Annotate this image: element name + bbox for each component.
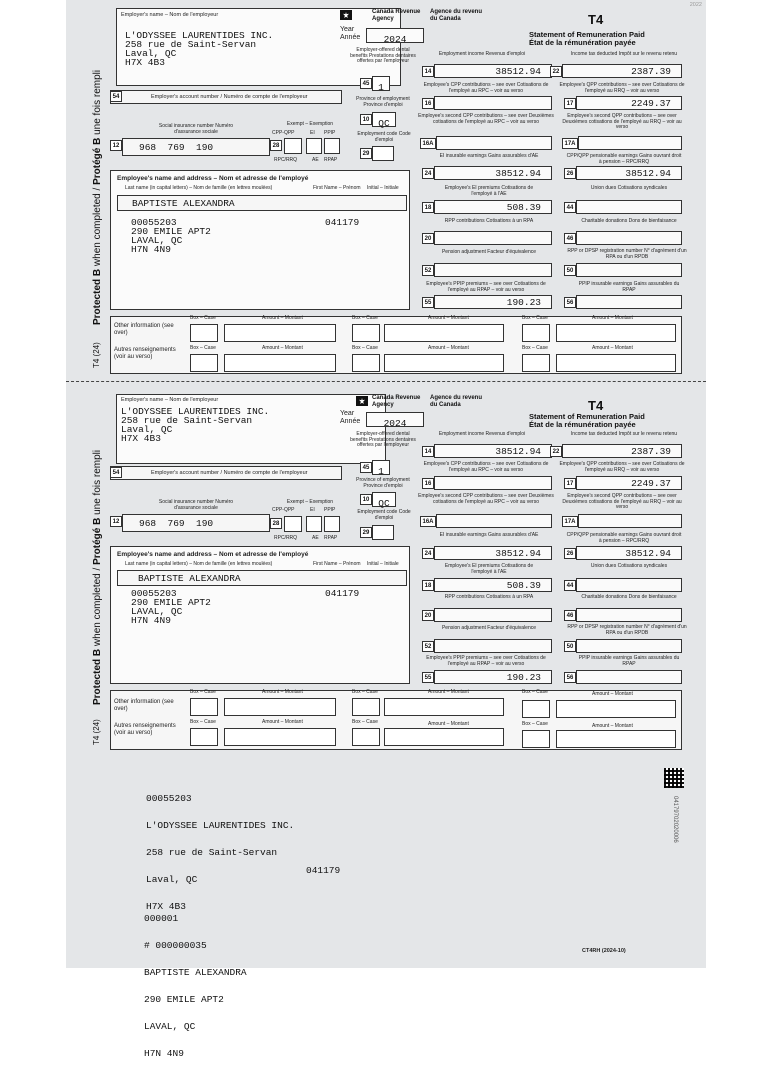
other-box-5: [352, 354, 380, 372]
other-box-2: [352, 324, 380, 342]
box-54-number-2: 54: [110, 467, 122, 478]
box-55-value: 190.23: [434, 295, 552, 309]
exempt-ppip-field: [324, 138, 340, 154]
other-box-1: [190, 324, 218, 342]
box-50-label: RPP or DPSP registration number N° d'agrément d'un RPA ou d'un RPDB: [567, 248, 687, 260]
box-17a-number: 17A: [562, 138, 578, 149]
box-55-label: Employee's PPIP premiums – see over Cotisations de l'employé au RPAP – voir au verso: [426, 281, 546, 293]
box-50-number-2: 50: [564, 641, 576, 652]
box-16-label: Employee's CPP contributions – see over Cotisations de l'employé au RPC – voir au verso: [423, 82, 549, 94]
box-14-number-2: 14: [422, 446, 434, 457]
box-18-value-2: 508.39: [434, 578, 552, 592]
other2-amount-field-2: [384, 698, 504, 716]
box-52-value: [434, 263, 552, 277]
other-amount-field-1: [224, 324, 336, 342]
box-50-value: [576, 263, 682, 277]
box-16-label-2: Employee's CPP contributions – see over Cotisations de l'employé au RPC – voir au verso: [423, 461, 549, 473]
box-55-label-2: Employee's PPIP premiums – see over Cotisations de l'employé au RPAP – voir au verso: [426, 655, 546, 667]
protected-b-side-text-2: Protected B when completed / Protégé B une fois rempli: [92, 449, 103, 705]
box-20-number-2: 20: [422, 610, 434, 621]
box-24-number: 24: [422, 168, 434, 179]
t4-title-2: T4: [588, 398, 604, 413]
box-16-value-2: [434, 476, 552, 490]
t4-24-side-label: T4 (24): [92, 342, 101, 368]
box-12-number: 12: [110, 140, 122, 151]
box-28-number-2: 28: [270, 518, 282, 529]
cra-fr-label: Agence du revenu du Canada: [430, 9, 483, 22]
cra-en-label-2: Canada Revenue Agency: [372, 395, 421, 408]
other2-amount-field-3: [556, 700, 676, 718]
other2-amount-2: Amount – Montant: [428, 689, 469, 695]
canada-flag-icon-2: [356, 396, 368, 406]
other-amount-6: Amount – Montant: [592, 345, 633, 351]
box-55-number-2: 55: [422, 672, 434, 683]
box-18-label-2: Employee's EI premiums Cotisations de l'employé à l'AE: [444, 563, 534, 575]
box-14-value-2: 38512.94: [434, 444, 552, 458]
last-name-label-2: Last name (in capital letters) – Nom de famille (en lettres moulées): [125, 561, 273, 567]
exempt-cpp-field-2: [284, 516, 302, 532]
box-56-number: 56: [564, 297, 576, 308]
box-10-field: QC: [372, 112, 396, 127]
box-17-number-2: 17: [564, 478, 576, 489]
dental-label-2: Employer-offered dental benefits Prestations dentaires offertes par l'employeur: [350, 431, 416, 448]
other2-box-case-2: Box – Case: [352, 689, 378, 695]
box-26-label-2: CPP/QPP pensionable earnings Gains ouvrant droit à pension – RPC/RRQ: [566, 532, 682, 544]
other2-box-case-4: Box – Case: [190, 719, 216, 725]
box-22-number: 22: [550, 66, 562, 77]
year-label: Year Année: [340, 26, 361, 41]
mailer-employee-address: 000001 # 000000035 BAPTISTE ALEXANDRA 290 EMILE APT2 LAVAL, QC H7N 4N9: [144, 913, 247, 1059]
other-box-6: [522, 354, 550, 372]
other-box-case-5: Box – Case: [352, 345, 378, 351]
box-22-value-2: 2387.39: [562, 444, 682, 458]
box-52-number-2: 52: [422, 641, 434, 652]
other-amount-2: Amount – Montant: [428, 315, 469, 321]
sin-label: Social insurance number Numéro d'assurance sociale: [158, 123, 234, 135]
mailer-employee-ref: 041179: [306, 865, 341, 876]
employer-address: L'ODYSSEE LAURENTIDES INC. 258 rue de Saint-Servan Laval, QC H7X 4B3: [125, 30, 274, 68]
box-56-value: [576, 295, 682, 309]
province-label: Province of employment Province d'emploi: [356, 96, 410, 108]
other-box-case-2: Box – Case: [352, 315, 378, 321]
other-box-case-1: Box – Case: [190, 315, 216, 321]
ei-label-2: EI: [310, 507, 315, 513]
exempt-ei-field: [306, 138, 322, 154]
first-name-label: First Name – Prénom: [313, 185, 361, 191]
other-info-en-label-2: Other information (see over): [114, 699, 174, 712]
box-14-label-2: Employment income Revenus d'emploi: [438, 431, 526, 437]
box-20-value-2: [434, 608, 552, 622]
rpap-label-2: RPAP: [324, 535, 338, 541]
ae-label-2: AE: [312, 535, 319, 541]
cpp-qpp-label: CPP-QPP: [272, 130, 295, 136]
box-56-value-2: [576, 670, 682, 684]
box-56-number-2: 56: [564, 672, 576, 683]
box-16a-label: Employee's second CPP contributions – see over Deuxièmes cotisations de l'employé au RPC – voir au verso: [418, 113, 554, 125]
box-45-field-2: 1: [372, 460, 390, 475]
other-amount-4: Amount – Montant: [262, 345, 303, 351]
box-45-number-2: 45: [360, 462, 372, 473]
province-label-2: Province of employment Province d'emploi: [356, 477, 410, 489]
sin-label-2: Social insurance number Numéro d'assurance sociale: [158, 499, 234, 511]
other-amount-field-6: [556, 354, 676, 372]
box-44-number-2: 44: [564, 580, 576, 591]
t4-form-sheet: [66, 0, 706, 1059]
box-46-value: [576, 231, 682, 245]
box-18-value: 508.39: [434, 200, 552, 214]
box-46-label-2: Charitable donations Dons de bienfaisance: [581, 594, 677, 600]
ei-label: EI: [310, 130, 315, 136]
box-22-label: Income tax deducted Impôt sur le revenu retenu: [570, 51, 678, 57]
box-20-label-2: RPP contributions Cotisations à un RPA: [444, 594, 534, 600]
other2-box-case-3: Box – Case: [522, 689, 548, 695]
exempt-ppip-field-2: [324, 516, 340, 532]
sin-field-2: 968 769 190: [122, 514, 270, 532]
box-52-value-2: [434, 639, 552, 653]
statement-fr: État de la rémunération payée: [529, 38, 636, 47]
box-44-label: Union dues Cotisations syndicales: [590, 185, 668, 191]
box-16a-label-2: Employee's second CPP contributions – see over Deuxièmes cotisations de l'employé au RPC – voir au verso: [418, 493, 554, 505]
other-amount-1: Amount – Montant: [262, 315, 303, 321]
other-amount-3: Amount – Montant: [592, 315, 633, 321]
box-56-label-2: PPIP insurable earnings Gains assurables du RPAP: [578, 655, 680, 667]
box-22-label-2: Income tax deducted Impôt sur le revenu retenu: [570, 431, 678, 437]
box-50-value-2: [576, 639, 682, 653]
other2-box-case-5: Box – Case: [352, 719, 378, 725]
box-22-number-2: 22: [550, 446, 562, 457]
tear-line: [66, 381, 706, 382]
other-amount-field-3: [556, 324, 676, 342]
first-name-label-2: First Name – Prénom: [313, 561, 361, 567]
box-44-value: [576, 200, 682, 214]
cpp-qpp-label-2: CPP-QPP: [272, 507, 295, 513]
cra-fr-label-2: Agence du revenu du Canada: [430, 395, 483, 408]
other2-amount-5: Amount – Montant: [428, 721, 469, 727]
other-amount-field-2: [384, 324, 504, 342]
canada-flag-icon: [340, 10, 352, 20]
box-54-row: [110, 90, 342, 104]
protected-b-side-text: Protected B when completed / Protégé B une fois rempli: [92, 69, 103, 325]
corner-code: 2022: [689, 2, 702, 8]
box-20-label: RPP contributions Cotisations à un RPA: [444, 218, 534, 224]
exempt-label-2: Exempt – Exemption: [286, 499, 334, 505]
employer-address-2: L'ODYSSEE LAURENTIDES INC. 258 rue de Saint-Servan Laval, QC H7X 4B3: [121, 406, 270, 444]
box-18-number-2: 18: [422, 580, 434, 591]
employee-ref-2: 041179: [325, 588, 360, 599]
year-label-2: Year Année: [340, 410, 361, 425]
box-14-label: Employment income Revenus d'emploi: [438, 51, 526, 57]
box-26-number-2: 26: [564, 548, 576, 559]
box-10-number: 10: [360, 114, 372, 125]
box-12-number-2: 12: [110, 516, 122, 527]
other2-box-case-6: Box – Case: [522, 721, 548, 727]
other2-box-5: [352, 728, 380, 746]
t4-title: T4: [588, 12, 604, 27]
box-18-number: 18: [422, 202, 434, 213]
other2-box-6: [522, 730, 550, 748]
employee-box-2: [110, 546, 410, 684]
box-46-number-2: 46: [564, 610, 576, 621]
box-46-label: Charitable donations Dons de bienfaisance: [581, 218, 677, 224]
exempt-cpp-field: [284, 138, 302, 154]
box-46-value-2: [576, 608, 682, 622]
employee-address: 00055203 290 EMILE APT2 LAVAL, QC H7N 4N9: [131, 217, 211, 255]
box-17a-number-2: 17A: [562, 516, 578, 527]
box-44-value-2: [576, 578, 682, 592]
employer-name-label-2: Employer's name – Nom de l'employeur: [121, 397, 219, 403]
box-44-label-2: Union dues Cotisations syndicales: [590, 563, 668, 569]
box-26-number: 26: [564, 168, 576, 179]
box-20-number: 20: [422, 233, 434, 244]
box-10-field-2: QC: [372, 492, 396, 507]
qr-code-icon: [664, 768, 684, 788]
ae-label: AE: [312, 157, 319, 163]
ppip-label: PPIP: [324, 130, 336, 136]
box-54-number: 54: [110, 91, 122, 102]
other-box-4: [190, 354, 218, 372]
other-amount-field-5: [384, 354, 504, 372]
box-50-label-2: RPP or DPSP registration number N° d'agrément d'un RPA ou d'un RPDB: [567, 624, 687, 636]
box-26-label: CPP/QPP pensionable earnings Gains ouvrant droit à pension – RPC/RRQ: [566, 153, 682, 165]
other-info-fr-label-2: Autres renseignements (voir au verso): [114, 723, 176, 736]
other2-amount-6: Amount – Montant: [592, 723, 633, 729]
year-field: 2024: [366, 28, 424, 43]
statement-en: Statement of Remuneration Paid: [529, 30, 645, 39]
box-22-value: 2387.39: [562, 64, 682, 78]
other2-amount-field-1: [224, 698, 336, 716]
employee-name-label-2: Employee's name and address – Nom et adresse de l'employé: [117, 551, 309, 558]
employee-ref: 041179: [325, 217, 360, 228]
employee-box: [110, 170, 410, 310]
box-54-row-2: [110, 466, 342, 480]
account-number-label: Employer's account number / Numéro de compte de l'employeur: [151, 94, 308, 100]
box-26-value: 38512.94: [576, 166, 682, 180]
year-field-2: 2024: [366, 412, 424, 427]
employee-address-2: 00055203 290 EMILE APT2 LAVAL, QC H7N 4N9: [131, 588, 211, 626]
other-box-case-3: Box – Case: [522, 315, 548, 321]
box-16-number-2: 16: [422, 478, 434, 489]
box-24-label: EI insurable earnings Gains assurables d'AE: [439, 153, 539, 159]
box-17-label: Employee's QPP contributions – see over Cotisations de l'employé au RRQ – voir au verso: [559, 82, 685, 94]
box-24-label-2: EI insurable earnings Gains assurables d'AE: [439, 532, 539, 538]
box-56-label: PPIP insurable earnings Gains assurables du RPAP: [578, 281, 680, 293]
box-45-number: 45: [360, 78, 372, 89]
other-info-fr-label: Autres renseignements (voir au verso): [114, 347, 176, 360]
box-17a-value-2: [578, 514, 682, 528]
box-17-value: 2249.37: [576, 96, 682, 110]
box-52-label-2: Pension adjustment Facteur d'équivalence: [441, 625, 537, 631]
other-amount-5: Amount – Montant: [428, 345, 469, 351]
rpap-label: RPAP: [324, 157, 338, 163]
exempt-label: Exempt – Exemption: [286, 121, 334, 127]
box-44-number: 44: [564, 202, 576, 213]
box-28-number: 28: [270, 140, 282, 151]
box-16a-number-2: 16A: [420, 516, 436, 527]
form-code: CT4RH (2024-10): [582, 948, 626, 954]
t4-24-side-label-2: T4 (24): [92, 719, 101, 745]
other2-amount-field-4: [224, 728, 336, 746]
box-17a-label-2: Employee's second QPP contributions – see over Deuxièmes cotisations de l'employé au RRQ – voir au verso: [562, 493, 682, 510]
box-14-number: 14: [422, 66, 434, 77]
box-24-value: 38512.94: [434, 166, 552, 180]
exempt-ei-field-2: [306, 516, 322, 532]
last-name-label: Last name (in capital letters) – Nom de famille (en lettres moulées): [125, 185, 273, 191]
initial-label-2: Initial – Initiale: [367, 561, 399, 567]
other2-box-2: [352, 698, 380, 716]
rpc-rrq-label: RPC/RRQ: [274, 157, 298, 163]
other2-box-1: [190, 698, 218, 716]
statement-en-2: Statement of Remuneration Paid: [529, 412, 645, 421]
box-16a-value: [436, 136, 552, 150]
other2-box-3: [522, 700, 550, 718]
other-info-en-label: Other information (see over): [114, 323, 174, 336]
statement-fr-2: État de la rémunération payée: [529, 420, 636, 429]
box-50-number: 50: [564, 265, 576, 276]
initial-label: Initial – Initiale: [367, 185, 399, 191]
side-barcode-number: 04179702020006: [672, 796, 678, 843]
box-10-number-2: 10: [360, 494, 372, 505]
box-16-number: 16: [422, 98, 434, 109]
ppip-label-2: PPIP: [324, 507, 336, 513]
other2-amount-field-5: [384, 728, 504, 746]
other2-amount-field-6: [556, 730, 676, 748]
box-17-label-2: Employee's QPP contributions – see over Cotisations de l'employé au RRQ – voir au verso: [559, 461, 685, 473]
employment-code-label: Employment code Code d'emploi: [357, 131, 411, 143]
box-29-field-2: [372, 525, 394, 540]
box-29-number-2: 29: [360, 527, 372, 538]
box-46-number: 46: [564, 233, 576, 244]
box-20-value: [434, 231, 552, 245]
box-16a-value-2: [436, 514, 552, 528]
mailer-employer-address: 00055203 L'ODYSSEE LAURENTIDES INC. 258 rue de Saint-Servan Laval, QC H7X 4B3: [146, 793, 295, 912]
box-18-label: Employee's EI premiums Cotisations de l'employé à l'AE: [444, 185, 534, 197]
box-14-value: 38512.94: [434, 64, 552, 78]
box-17a-label: Employee's second QPP contributions – see over Deuxièmes cotisations de l'employé au RRQ – voir au verso: [562, 113, 682, 130]
other-box-case-6: Box – Case: [522, 345, 548, 351]
other-box-3: [522, 324, 550, 342]
box-16-value: [434, 96, 552, 110]
box-17-number: 17: [564, 98, 576, 109]
other2-amount-4: Amount – Montant: [262, 719, 303, 725]
employer-name-label: Employer's name – Nom de l'employeur: [121, 12, 219, 18]
rpc-rrq-label-2: RPC/RRQ: [274, 535, 298, 541]
box-29-number: 29: [360, 148, 372, 159]
box-24-number-2: 24: [422, 548, 434, 559]
other2-amount-1: Amount – Montant: [262, 689, 303, 695]
box-55-number: 55: [422, 297, 434, 308]
other2-box-4: [190, 728, 218, 746]
box-29-field: [372, 146, 394, 161]
box-52-number: 52: [422, 265, 434, 276]
employee-name-field: BAPTISTE ALEXANDRA: [117, 195, 407, 211]
other2-amount-3: Amount – Montant: [592, 691, 633, 697]
box-16a-number: 16A: [420, 138, 436, 149]
box-26-value-2: 38512.94: [576, 546, 682, 560]
employee-name-field-2: BAPTISTE ALEXANDRA: [117, 570, 407, 586]
box-45-field: 1: [372, 76, 390, 91]
account-number-label-2: Employer's account number / Numéro de compte de l'employeur: [151, 470, 308, 476]
employee-name-label: Employee's name and address – Nom et adresse de l'employé: [117, 175, 309, 182]
box-17a-value: [578, 136, 682, 150]
employment-code-label-2: Employment code Code d'emploi: [357, 509, 411, 521]
box-24-value-2: 38512.94: [434, 546, 552, 560]
cra-en-label: Canada Revenue Agency: [372, 9, 421, 22]
other2-box-case-1: Box – Case: [190, 689, 216, 695]
sin-field: 968 769 190: [122, 138, 270, 156]
other-amount-field-4: [224, 354, 336, 372]
dental-label: Employer-offered dental benefits Prestations dentaires offertes par l'employeur: [350, 47, 416, 64]
box-52-label: Pension adjustment Facteur d'équivalence: [441, 249, 537, 255]
employer-box-2: [116, 394, 386, 464]
other-box-case-4: Box – Case: [190, 345, 216, 351]
box-55-value-2: 190.23: [434, 670, 552, 684]
box-17-value-2: 2249.37: [576, 476, 682, 490]
